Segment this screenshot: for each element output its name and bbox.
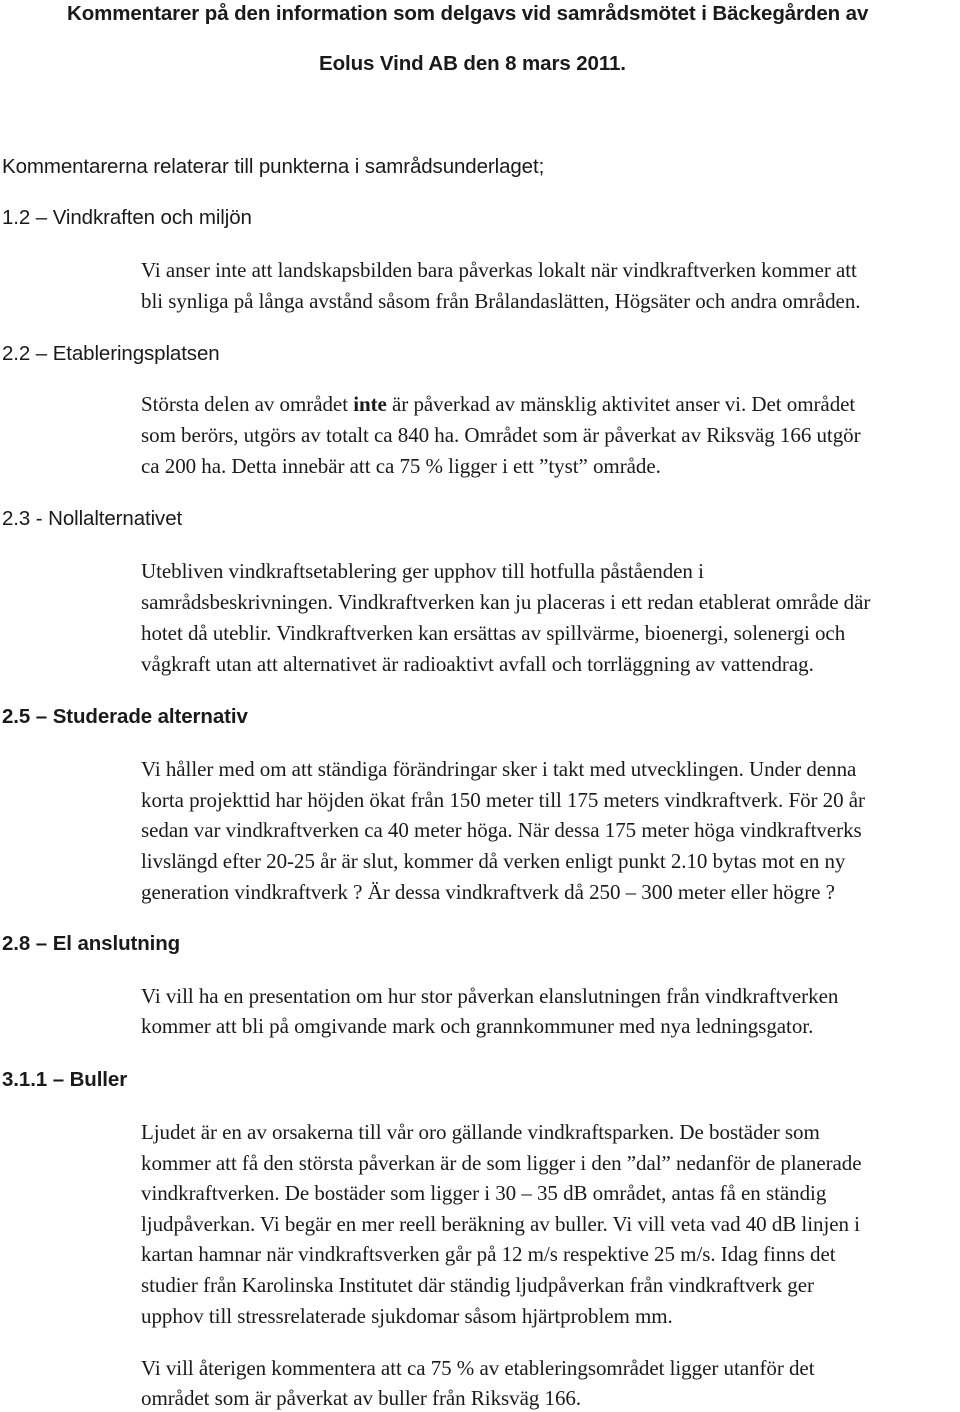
paragraph-line: upphov till stressrelaterade sjukdomar såsom hjärtproblem mm.	[141, 1304, 673, 1328]
text-run: Största delen av området	[141, 392, 354, 416]
paragraph-line	[141, 392, 855, 417]
paragraph-line: vågkraft utan att alternativet är radioaktivt avfall och torrläggning av vattendrag.	[141, 652, 814, 676]
paragraph-line: Vi anser inte att landskapsbilden bara påverkas lokalt när vindkraftverken kommer att	[141, 258, 857, 282]
paragraph-line: området som är påverkat av buller från Riksväg 166.	[141, 1386, 582, 1410]
paragraph-line: Ljudet är en av orsakerna till vår oro gällande vindkraftsparken. De bostäder som	[141, 1120, 820, 1144]
paragraph-line: sedan var vindkraftverken ca 40 meter höga. När dessa 175 meter höga vindkraftverks	[141, 818, 862, 842]
paragraph-line: generation vindkraftverk ? Är dessa vindkraftverk då 250 – 300 meter eller högre ?	[141, 880, 835, 904]
paragraph-line: Vi håller med om att ständiga förändringar sker i takt med utvecklingen. Under denna	[141, 757, 857, 781]
section-heading-2-3: 2.3 - Nollalternativet	[2, 507, 183, 530]
paragraph-line: samrådsbeskrivningen. Vindkraftverken kan ju placeras i ett redan etablerat område där	[141, 590, 871, 614]
paragraph-line: korta projekttid har höjden ökat från 150 meter till 175 meters vindkraftverk. För 20 år	[141, 788, 865, 812]
paragraph-line: vindkraftverken. De bostäder som ligger i 30 – 35 dB området, antas få en ständig	[141, 1181, 827, 1205]
emphasis-text: inte	[353, 392, 387, 416]
paragraph-line: Vi vill återigen kommentera att ca 75 % av etableringsområdet ligger utanför det	[141, 1356, 815, 1380]
intro-text: Kommentarerna relaterar till punkterna i samrådsunderlaget;	[2, 155, 545, 178]
section-heading-2-8: 2.8 – El anslutning	[2, 932, 181, 955]
section-heading-2-5: 2.5 – Studerade alternativ	[2, 705, 248, 728]
paragraph-line: livslängd efter 20-25 år är slut, kommer då verken enligt punkt 2.10 bytas mot en ny	[141, 849, 846, 873]
section-heading-2-2: 2.2 – Etableringsplatsen	[2, 342, 220, 365]
paragraph-line: ljudpåverkan. Vi begär en mer reell beräkning av buller. Vi vill veta vad 40 dB linjen i	[141, 1212, 860, 1236]
paragraph-line: Vi vill ha en presentation om hur stor påverkan elanslutningen från vindkraftverken	[141, 984, 839, 1008]
paragraph-line: bli synliga på långa avstånd såsom från Brålandaslätten, Högsäter och andra områden.	[141, 289, 861, 313]
section-heading-3-1-1: 3.1.1 – Buller	[2, 1068, 128, 1091]
document-title-line-1: Kommentarer på den information som delgavs vid samrådsmötet i Bäckegården av	[67, 2, 869, 25]
paragraph-line: ca 200 ha. Detta innebär att ca 75 % ligger i ett ”tyst” område.	[141, 454, 661, 478]
paragraph-line: studier från Karolinska Institutet där ständig ljudpåverkan från vindkraftverk ger	[141, 1273, 814, 1297]
paragraph-line: kommer att bli på omgivande mark och grannkommuner med nya ledningsgator.	[141, 1014, 814, 1038]
paragraph-line: kommer att få den största påverkan är de som ligger i den ”dal” nedanför de planerade	[141, 1151, 862, 1175]
paragraph-line: kartan hamnar när vindkraftsverken går på 12 m/s respektive 25 m/s. Idag finns det	[141, 1242, 836, 1266]
paragraph-line: Utebliven vindkraftsetablering ger upphov till hotfulla påståenden i	[141, 559, 704, 583]
paragraph-line: som berörs, utgörs av totalt ca 840 ha. Området som är påverkat av Riksväg 166 utgör	[141, 423, 861, 447]
paragraph-line: hotet då uteblir. Vindkraftverken kan ersättas av spillvärme, bioenergi, solenergi och	[141, 621, 846, 645]
document-title-line-2: Eolus Vind AB den 8 mars 2011.	[319, 52, 626, 75]
text-run: är påverkad av mänsklig aktivitet anser vi. Det området	[386, 392, 856, 416]
section-heading-1-2: 1.2 – Vindkraften och miljön	[2, 206, 252, 229]
